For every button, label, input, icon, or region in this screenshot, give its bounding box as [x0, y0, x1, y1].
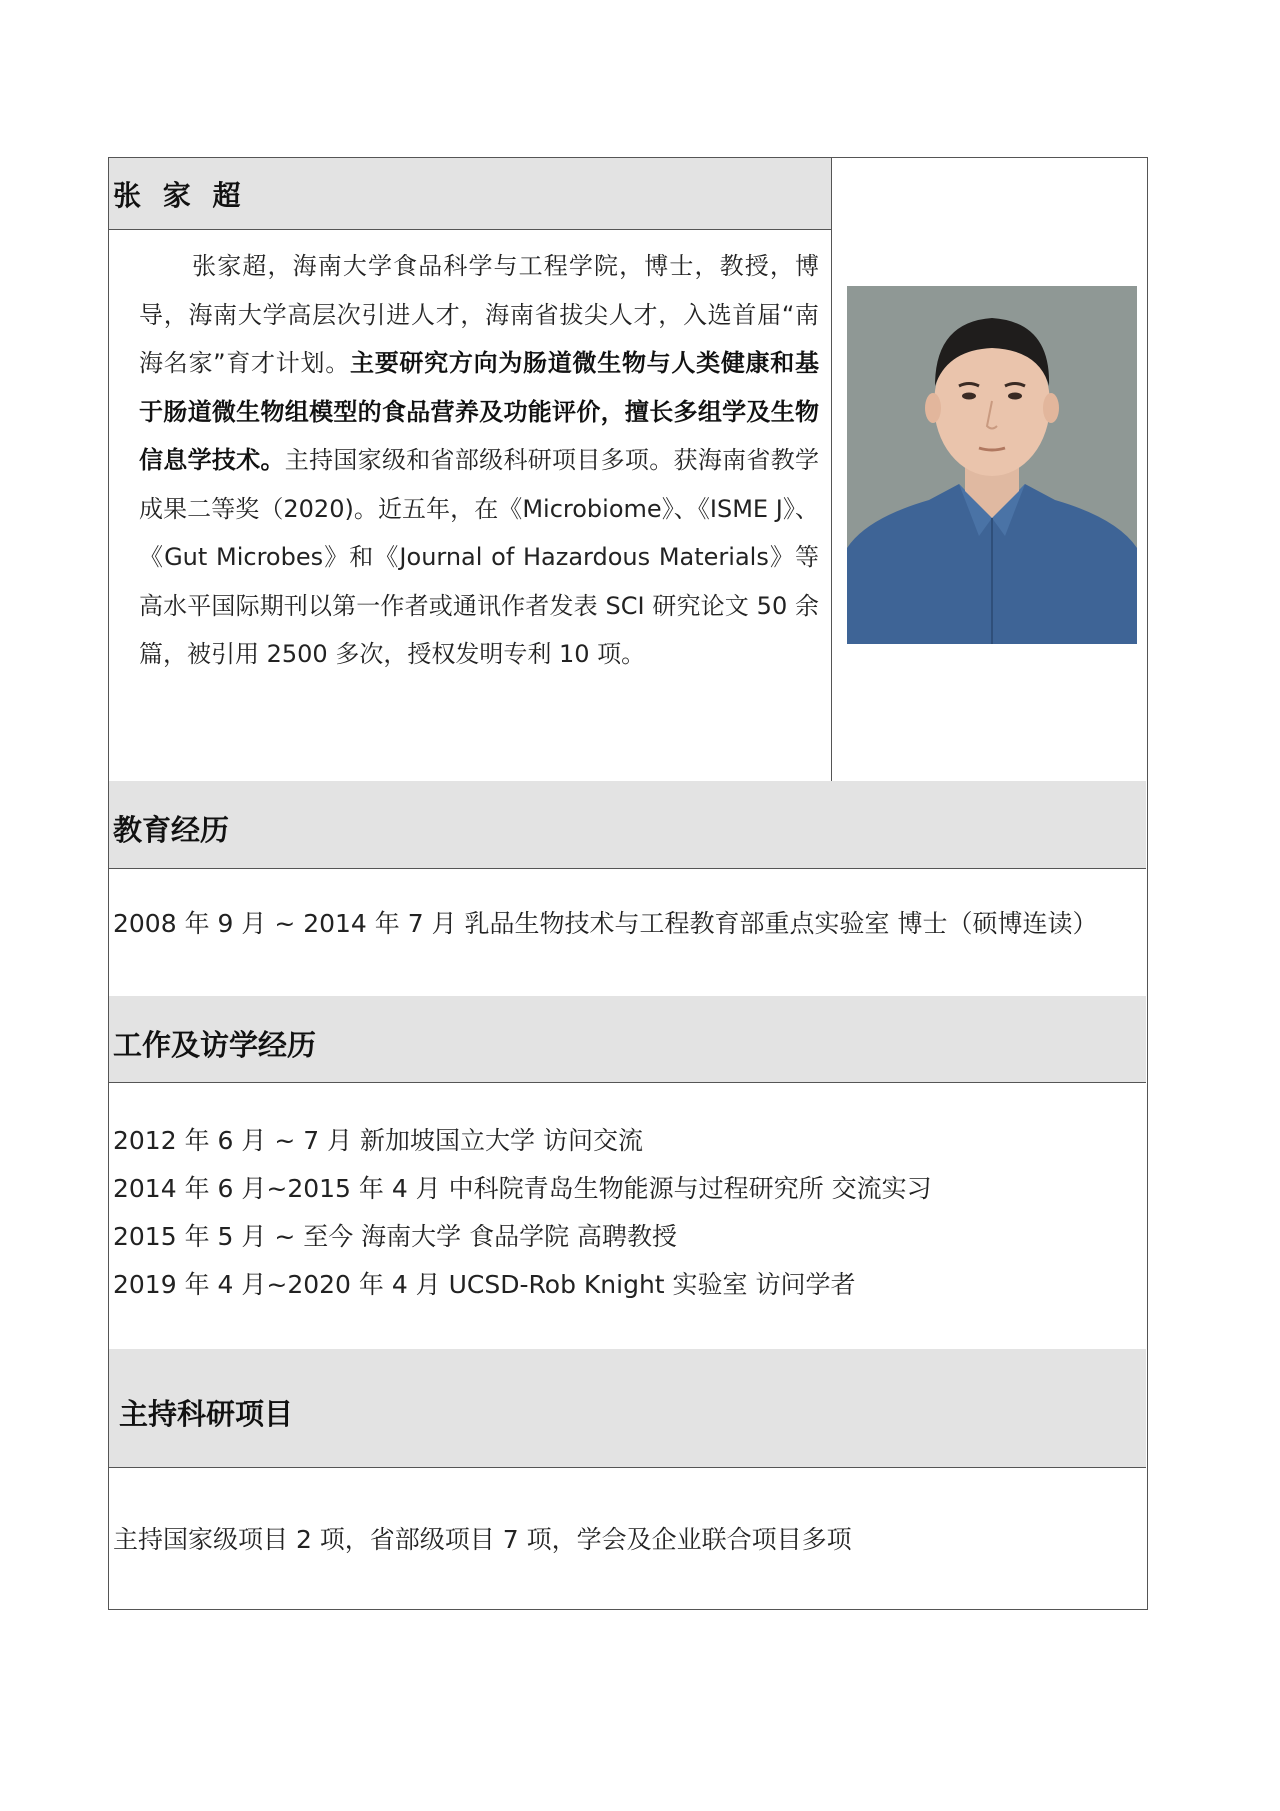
bio-cell: [109, 230, 832, 781]
bio-text-research-focus: 主要研究方向为肠道微生物与人类健康和基于肠道微生物组模型的食品营养及功能评价，擅长多组学及生物信息学技术。: [139, 349, 820, 474]
work-entry: 2014 年 6 月~2015 年 4 月 中科院青岛生物能源与过程研究所 交流实习: [113, 1174, 932, 1203]
bio-text-achievements: 主持国家级和省部级科研项目多项。获海南省教学成果二等奖（2020)。近五年，在《Microbiome》、《ISME J》、《Gut Microbes》和《Journal of Hazardous Materials》等高水平国际期刊以第一作者或通讯作者发表 SCI 研究论文 50 余篇，被引用 2500 多次，授权发明专利 10 项。: [139, 446, 820, 668]
name-header: [109, 158, 832, 230]
work-body: [109, 1083, 1146, 1349]
education-body: [109, 869, 1146, 985]
work-entry: 2015 年 5 月 ~ 至今 海南大学 食品学院 高聘教授: [113, 1222, 678, 1251]
work-entry: 2012 年 6 月 ~ 7 月 新加坡国立大学 访问交流: [113, 1126, 643, 1155]
education-entry: 2008 年 9 月 ~ 2014 年 7 月 乳品生物技术与工程教育部重点实验室 博士（硕博连读）: [113, 909, 1098, 938]
portrait-photo: [847, 286, 1137, 644]
person-name: 张 家 超: [113, 179, 247, 212]
bio-paragraph: [139, 242, 819, 679]
education-title: 教育经历: [113, 813, 230, 847]
projects-body: [109, 1468, 1146, 1608]
bio-text-intro: 张家超，海南大学食品科学与工程学院，博士，教授，博导，海南大学高层次引进人才，海南省拔尖人才，入选首届“南海名家”育才计划。: [139, 252, 819, 377]
work-entry: 2019 年 4 月~2020 年 4 月 UCSD-Rob Knight 实验室 访问学者: [113, 1270, 856, 1299]
projects-entry: 主持国家级项目 2 项，省部级项目 7 项，学会及企业联合项目多项: [113, 1525, 852, 1554]
work-title: 工作及访学经历: [113, 1028, 317, 1062]
projects-header: [109, 1349, 1146, 1468]
projects-title: 主持科研项目: [119, 1397, 294, 1431]
education-header: [109, 781, 1146, 869]
work-header: [109, 996, 1146, 1083]
portrait-illustration: [847, 286, 1137, 644]
resume-table: [108, 157, 1148, 1610]
